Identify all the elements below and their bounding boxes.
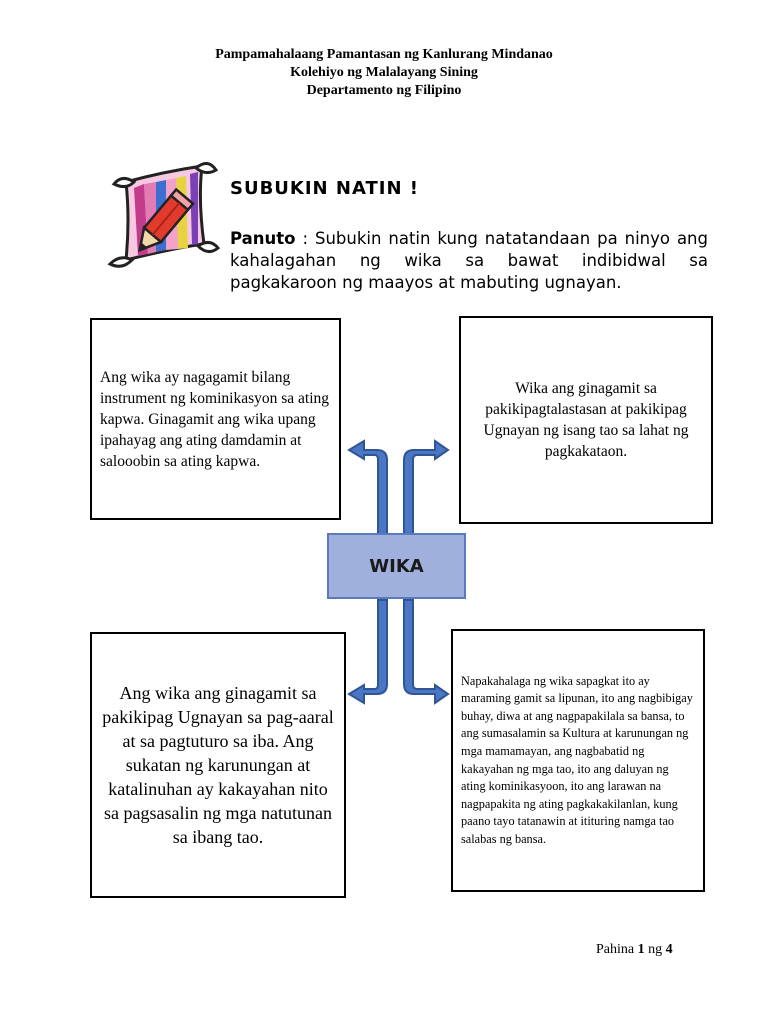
section-title: SUBUKIN NATIN ! bbox=[230, 178, 420, 199]
header-college: Kolehiyo ng Malalayang Sining bbox=[290, 65, 478, 80]
instruction-separator: : bbox=[295, 229, 315, 248]
arrow-down-left-icon bbox=[349, 600, 387, 703]
box-bottom-right-text: Napakahalaga ng wika sapagkat ito ay maraming gamit sa lipunan, ito ang nagbibigay buhay, diwa at ang nagpapakilala sa bansa, to ang sumasalamin sa Kultura at karunungan ng mga mamamayan, ang nagbabatid ng kakayahan ng mga tao, ito ang daluyan ng ating kominikasyoon, ito ang larawan na nagpapakita ng ating pagkakakilanlan, kung paano tayo tatanawin at itituring namga tao salabas ng bansa. bbox=[461, 673, 693, 846]
page-total: 4 bbox=[665, 942, 673, 957]
header-department: Departamento ng Filipino bbox=[306, 83, 462, 98]
box-top-right bbox=[459, 316, 713, 524]
instruction-label: Panuto bbox=[230, 229, 296, 248]
box-top-left bbox=[90, 318, 341, 520]
box-top-right-text: Wika ang ginagamit sa pakikipagtalastasan at pakikipag Ugnayan ng isang tao sa lahat ng pagkakataon. bbox=[483, 380, 689, 460]
instruction-text: Subukin natin kung natatandaan pa ninyo ang kahalagahan ng wika sa bawat indibidwal sa pagkakaroon ng maayos at mabuting ugnayan. bbox=[230, 229, 708, 292]
page-middle: ng bbox=[644, 942, 666, 957]
document-header bbox=[0, 46, 768, 100]
pencil-on-banner-icon bbox=[104, 160, 222, 276]
box-bottom-left-text: Ang wika ang ginagamit sa pakikipag Ugnayan sa pag-aaral at sa pagtuturo sa iba. Ang sukatan ng karunungan at katalinuhan ay kakayahan nito sa pagsasalin ng mga natutunan sa ibang tao. bbox=[102, 683, 334, 847]
header-university: Pampamahalaang Pamantasan ng Kanlurang Mindanao bbox=[215, 47, 553, 62]
arrow-up-left-icon bbox=[349, 441, 387, 534]
box-bottom-left bbox=[90, 632, 346, 898]
instruction-paragraph bbox=[230, 228, 708, 294]
page-current: 1 bbox=[637, 942, 645, 957]
center-concept-box bbox=[327, 533, 466, 599]
arrow-up-right-icon bbox=[404, 441, 448, 534]
box-bottom-right bbox=[451, 629, 705, 892]
page-number bbox=[596, 942, 673, 958]
arrow-down-right-icon bbox=[404, 600, 448, 703]
center-concept-label: WIKA bbox=[369, 555, 424, 577]
page-prefix: Pahina bbox=[596, 942, 638, 957]
box-top-left-text: Ang wika ay nagagamit bilang instrument ng kominikasyon sa ating kapwa. Ginagamit ang wika upang ipahayag ang ating damdamin at salooobin sa ating kapwa. bbox=[100, 368, 330, 470]
